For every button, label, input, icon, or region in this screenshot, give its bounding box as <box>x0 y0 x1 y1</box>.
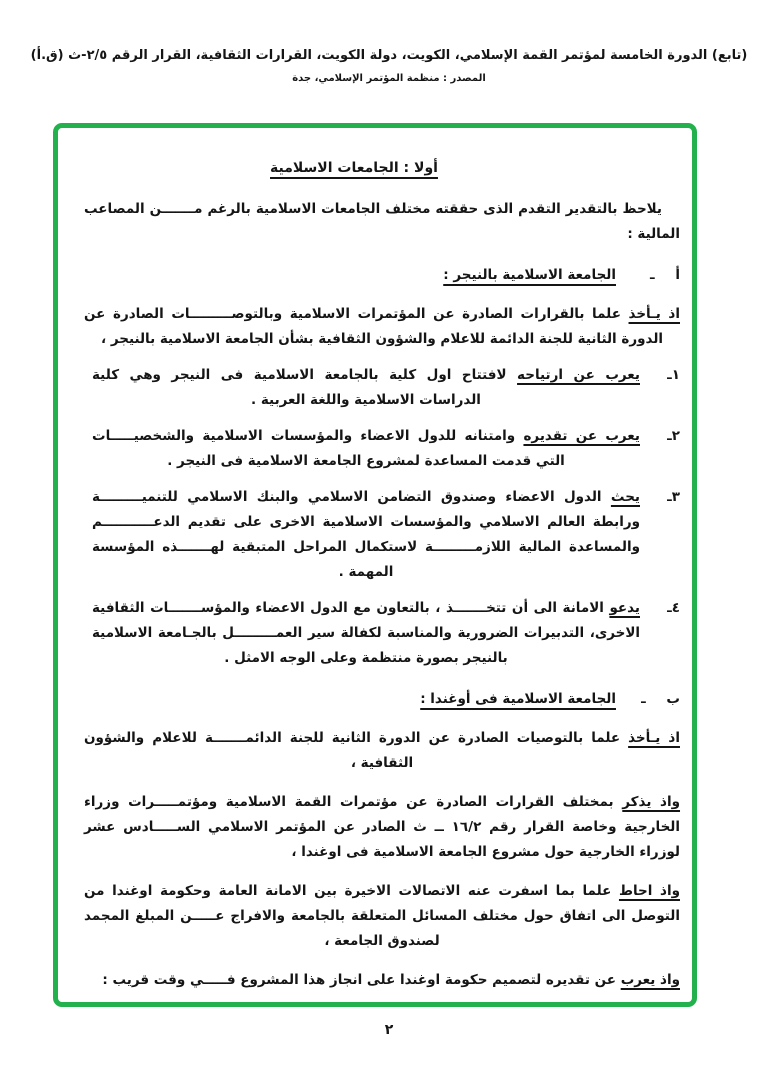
list-item <box>84 485 680 585</box>
item-text <box>84 363 640 413</box>
section-a-heading-row <box>84 263 680 288</box>
document-header <box>0 48 778 84</box>
paragraph-text: بمختلف القرارات الصادرة عن مؤتمرات القمة الاسلامية ومؤتمـــــرات وزراء الخارجية وخاصة القرار رقم ١٦/٢ ــ ث الصادر عن المؤتمر الاسلامي الســـــادس عشر لوزراء الخارجية حول مشروع الجامعة الاسلامية فى اوغندا ، <box>84 794 680 860</box>
item-lead: يعرب عن تقديره <box>523 428 640 444</box>
item-body: الدول الاعضاء وصندوق التضامن الاسلامي والبنك الاسلامي للتنميـــــــــة ورابطة العالم الاسلامي والمؤسسات الاسلامية الاخرى على تقديم الدعـــــــــــم والمساعدة المالية اللازمـــــــــة لاستكمال المراحل المتبقية لهـــــــذه المؤسسة المهمة . <box>92 489 640 580</box>
section-b-heading: الجامعة الاسلامية فى أوغندا : <box>420 691 616 707</box>
item-text <box>84 424 640 474</box>
paragraph-lead: اذ يـأخذ <box>628 730 680 746</box>
paragraph-text: علما بالقرارات الصادرة عن المؤتمرات الاسلامية وبالتوصـــــــــات الصادرة عن الدورة الثانية للجنة الدائمة للاعلام والشؤون الثقافية بشأن الجامعة الاسلامية بالنيجر ، <box>84 306 664 347</box>
section-b-marker: ب ـ <box>641 691 680 707</box>
paragraph-text: عن تقديره لتصميم حكومة اوغندا على انجاز هذا المشروع فـــــي وقت قريب : <box>102 972 621 988</box>
header-citation-line: (تابع) الدورة الخامسة لمؤتمر القمة الإسلامي، الكويت، دولة الكويت، القرارات الثقافية، القرار الرقم ٢/٥-ث (ق.أ) <box>30 48 748 63</box>
item-lead: يدعو <box>609 600 640 616</box>
section-a-heading: الجامعة الاسلامية بالنيجر : <box>443 267 616 283</box>
section-title-wrap <box>84 156 680 183</box>
paragraph <box>84 790 680 865</box>
item-body: لافتتاح اول كلية بالجامعة الاسلامية فى النيجر وهي كلية الدراسات الاسلامية واللغة العربية . <box>92 367 518 408</box>
item-body: الامانة الى أن تتخـــــــذ ، بالتعاون مع الدول الاعضاء والمؤســـــــات الثقافية الاخرى، التدبيرات الضرورية والمناسبة لكفالة سير العمـــــــــل بالجـامعة الاسلامية بالنيجر بصورة منتظمة وعلى الوجه الامثل . <box>92 600 640 666</box>
item-number: ٢ـ <box>667 428 680 444</box>
paragraph <box>84 302 680 352</box>
list-item <box>84 424 680 474</box>
intro-paragraph: يلاحظ بالتقدير التقدم الذى حققته مختلف الجامعات الاسلامية بالرغم مـــــــن المصاعب المالية : <box>84 201 680 242</box>
document-body <box>58 128 692 1002</box>
paragraph-text: علما بما اسفرت عنه الاتصالات الاخيرة بين الامانة العامة وحكومة اوغندا من التوصل الى اتفاق حول مختلف المسائل المتعلقة بالجامعة والافراج عـــــن المبلغ المجمد لصندوق الجامعة ، <box>84 883 680 949</box>
document-title: أولا : الجامعات الاسلامية <box>270 160 438 176</box>
item-number: ١ـ <box>667 367 680 383</box>
paragraph-lead: واذ يعرب <box>620 972 680 988</box>
section-a-marker: أ ـ <box>650 267 680 283</box>
paragraph <box>84 879 680 954</box>
item-lead: يعرب عن ارتياحه <box>517 367 640 383</box>
paragraph-lead: واذ احاط <box>618 883 680 899</box>
item-body: وامتنانه للدول الاعضاء والمؤسسات الاسلامية والشخصيـــــات التي قدمت المساعدة لمشروع الجامعة الاسلامية فى النيجر . <box>92 428 565 469</box>
green-highlight-frame <box>53 123 697 1007</box>
item-number: ٣ـ <box>667 489 680 505</box>
page-number: ٢ <box>384 1022 394 1038</box>
item-text <box>84 485 640 585</box>
paragraph <box>84 726 680 776</box>
paragraph-lead: واذ يذكر <box>622 794 681 810</box>
list-item <box>84 596 680 671</box>
paragraph <box>84 968 680 993</box>
paragraph-lead: اذ يـأخذ <box>628 306 680 322</box>
item-lead: يحث <box>610 489 640 505</box>
item-number: ٤ـ <box>667 600 680 616</box>
list-item <box>84 363 680 413</box>
paragraph-text: علما بالتوصيات الصادرة عن الدورة الثانية للجنة الدائمـــــــة للاعلام والشؤون الثقافية ، <box>84 730 629 771</box>
header-source-line: المصدر : منظمة المؤتمر الإسلامي، جدة <box>292 73 486 84</box>
item-text <box>84 596 640 671</box>
section-b-heading-row <box>84 687 680 712</box>
